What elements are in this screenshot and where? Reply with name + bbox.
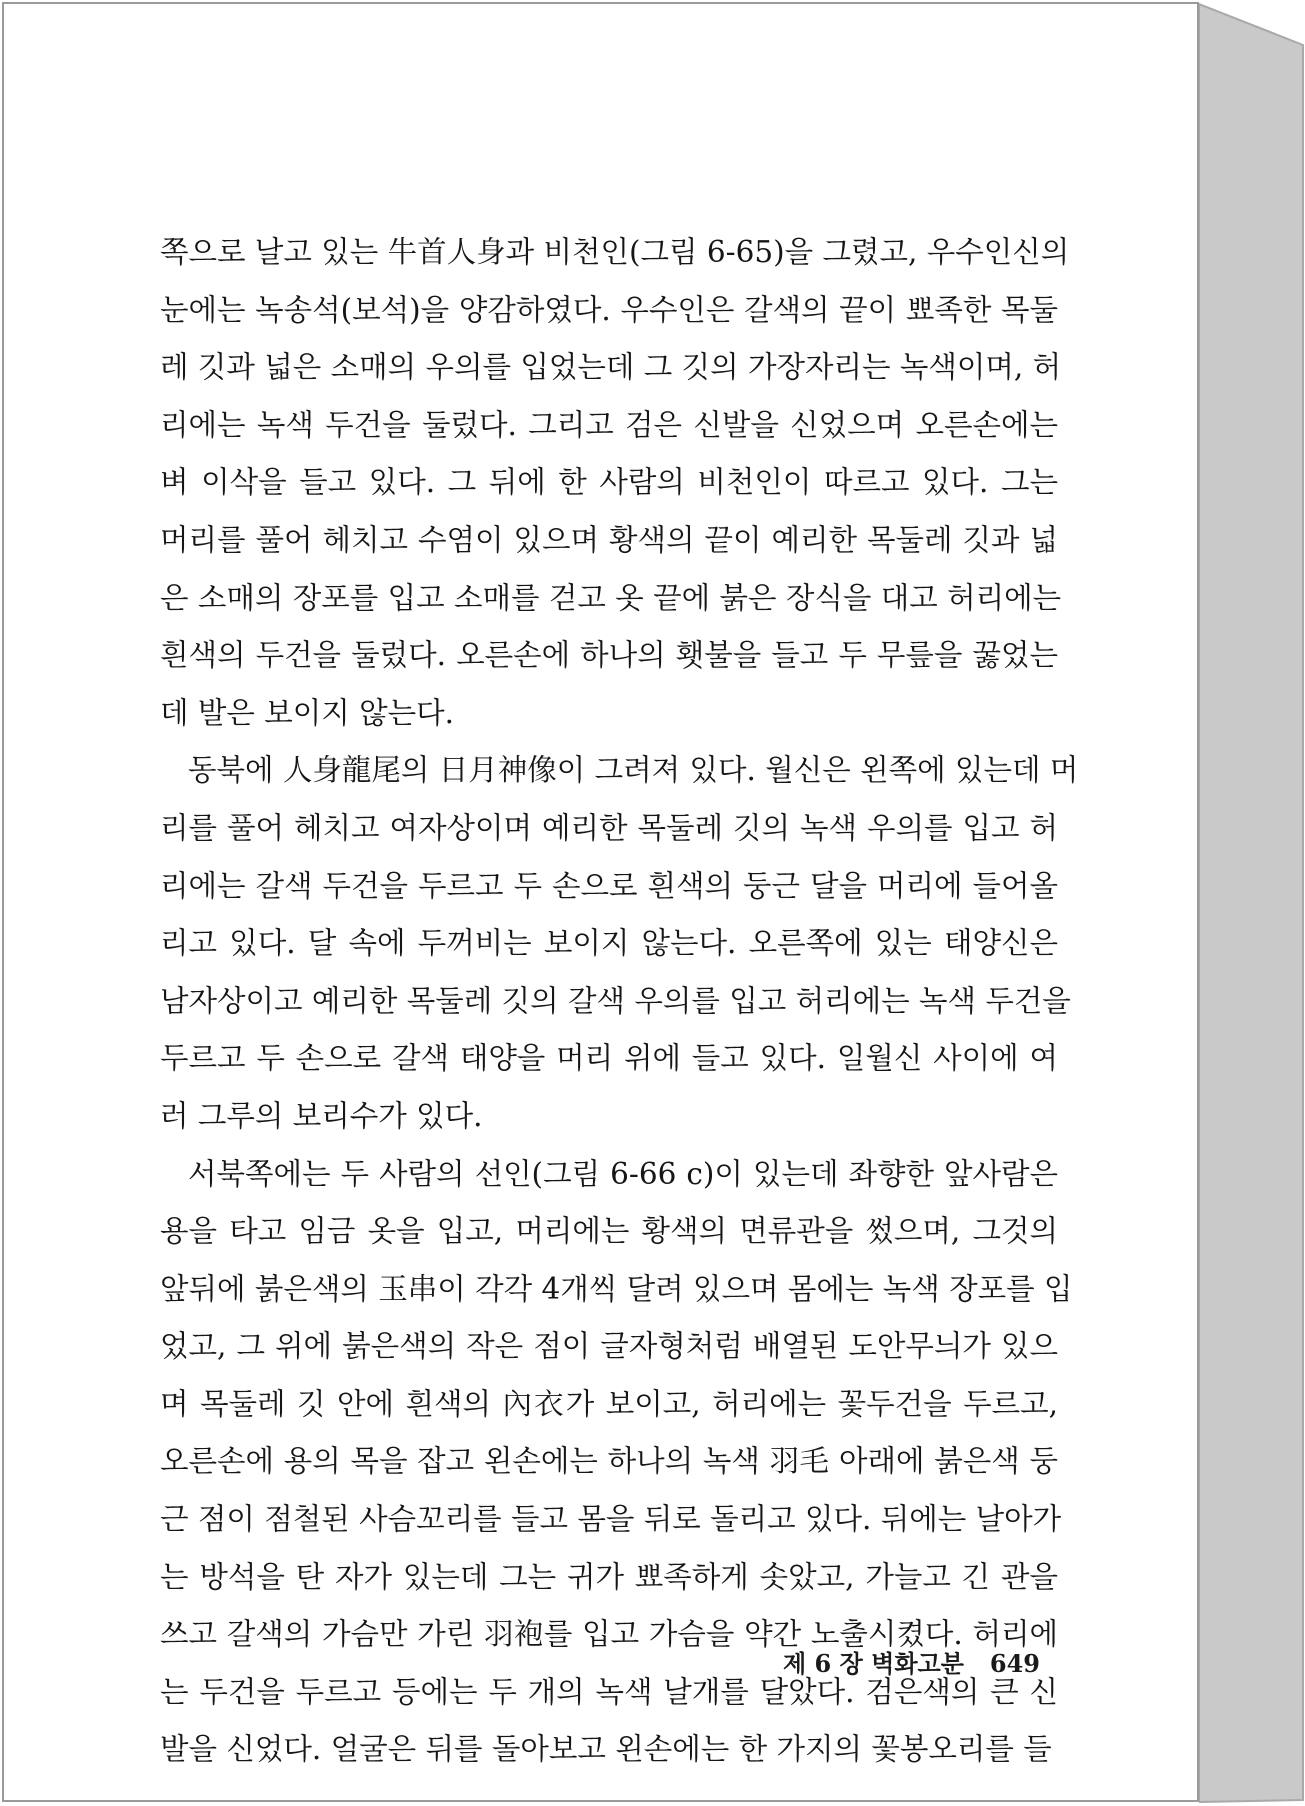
text-line: 동북에 人身龍尾의 日月神像이 그려져 있다. 월신은 왼쪽에 있는데 머 xyxy=(188,753,1079,788)
body-text xyxy=(160,224,1079,1779)
text-line: 흰색의 두건을 둘렀다. 오른손에 하나의 횃불을 들고 두 무릎을 꿇었는 xyxy=(160,638,1058,673)
running-footer xyxy=(704,1644,1040,1679)
book-page xyxy=(2,2,1199,1802)
text-line: 었고, 그 위에 붉은색의 작은 점이 글자형처럼 배열된 도안무늬가 있으 xyxy=(160,1329,1058,1364)
text-line: 두르고 두 손으로 갈색 태양을 머리 위에 들고 있다. 일월신 사이에 여 xyxy=(160,1041,1058,1076)
text-line: 레 깃과 넓은 소매의 우의를 입었는데 그 깃의 가장자리는 녹색이며, 허 xyxy=(160,350,1062,385)
text-line: 는 방석을 탄 자가 있는데 그는 귀가 뾰족하게 솟았고, 가늘고 긴 관을 xyxy=(160,1559,1058,1594)
text-line: 앞뒤에 붉은색의 玉串이 각각 4개씩 달려 있으며 몸에는 녹색 장포를 입 xyxy=(160,1271,1073,1306)
text-line: 오른손에 용의 목을 잡고 왼손에는 하나의 녹색 羽毛 아래에 붉은색 둥 xyxy=(160,1444,1058,1479)
text-line: 서북쪽에는 두 사람의 선인(그림 6-66 c)이 있는데 좌향한 앞사람은 xyxy=(188,1156,1058,1191)
text-line: 리고 있다. 달 속에 두꺼비는 보이지 않는다. 오른쪽에 있는 태양신은 xyxy=(160,926,1058,961)
text-line: 근 점이 점철된 사슴꼬리를 들고 몸을 뒤로 돌리고 있다. 뒤에는 날아가 xyxy=(160,1502,1062,1537)
text-line: 러 그루의 보리수가 있다. xyxy=(160,1098,483,1133)
text-line: 발을 신었다. 얼굴은 뒤를 돌아보고 왼손에는 한 가지의 꽃봉오리를 들 xyxy=(160,1732,1052,1767)
text-line: 은 소매의 장포를 입고 소매를 걷고 옷 끝에 붉은 장식을 대고 허리에는 xyxy=(160,580,1062,615)
text-line: 리를 풀어 헤치고 여자상이며 예리한 목둘레 깃의 녹색 우의를 입고 허 xyxy=(160,810,1058,845)
text-line: 며 목둘레 깃 안에 흰색의 內衣가 보이고, 허리에는 꽃두건을 두르고, xyxy=(160,1386,1058,1421)
text-line: 용을 타고 임금 옷을 입고, 머리에는 황색의 면류관을 썼으며, 그것의 xyxy=(160,1214,1058,1249)
page-number: 649 xyxy=(989,1649,1040,1678)
book-side-face xyxy=(1199,4,1303,1802)
text-line: 리에는 갈색 두건을 두르고 두 손으로 흰색의 둥근 달을 머리에 들어올 xyxy=(160,868,1058,903)
text-line: 리에는 녹색 두건을 둘렀다. 그리고 검은 신발을 신었으며 오른손에는 xyxy=(160,407,1058,442)
chapter-title: 제 6 장 벽화고분 xyxy=(783,1649,964,1678)
text-line: 쓰고 갈색의 가슴만 가린 羽袍를 입고 가슴을 약간 노출시켰다. 허리에 xyxy=(160,1617,1058,1652)
text-line: 벼 이삭을 들고 있다. 그 뒤에 한 사람의 비천인이 따르고 있다. 그는 xyxy=(160,465,1058,500)
book-thickness-edge xyxy=(1199,0,1305,1806)
text-line: 쪽으로 날고 있는 牛首人身과 비천인(그림 6-65)을 그렸고, 우수인신의 xyxy=(160,235,1070,269)
text-line: 눈에는 녹송석(보석)을 양감하였다. 우수인은 갈색의 끝이 뾰족한 목둘 xyxy=(160,292,1058,327)
text-line: 남자상이고 예리한 목둘레 깃의 갈색 우의를 입고 허리에는 녹색 두건을 xyxy=(160,983,1071,1018)
text-line: 데 발은 보이지 않는다. xyxy=(160,695,454,730)
text-line: 머리를 풀어 헤치고 수염이 있으며 황색의 끝이 예리한 목둘레 깃과 넓 xyxy=(160,522,1058,557)
text-line: 는 두건을 두르고 등에는 두 개의 녹색 날개를 달았다. 검은색의 큰 신 xyxy=(160,1674,1058,1709)
